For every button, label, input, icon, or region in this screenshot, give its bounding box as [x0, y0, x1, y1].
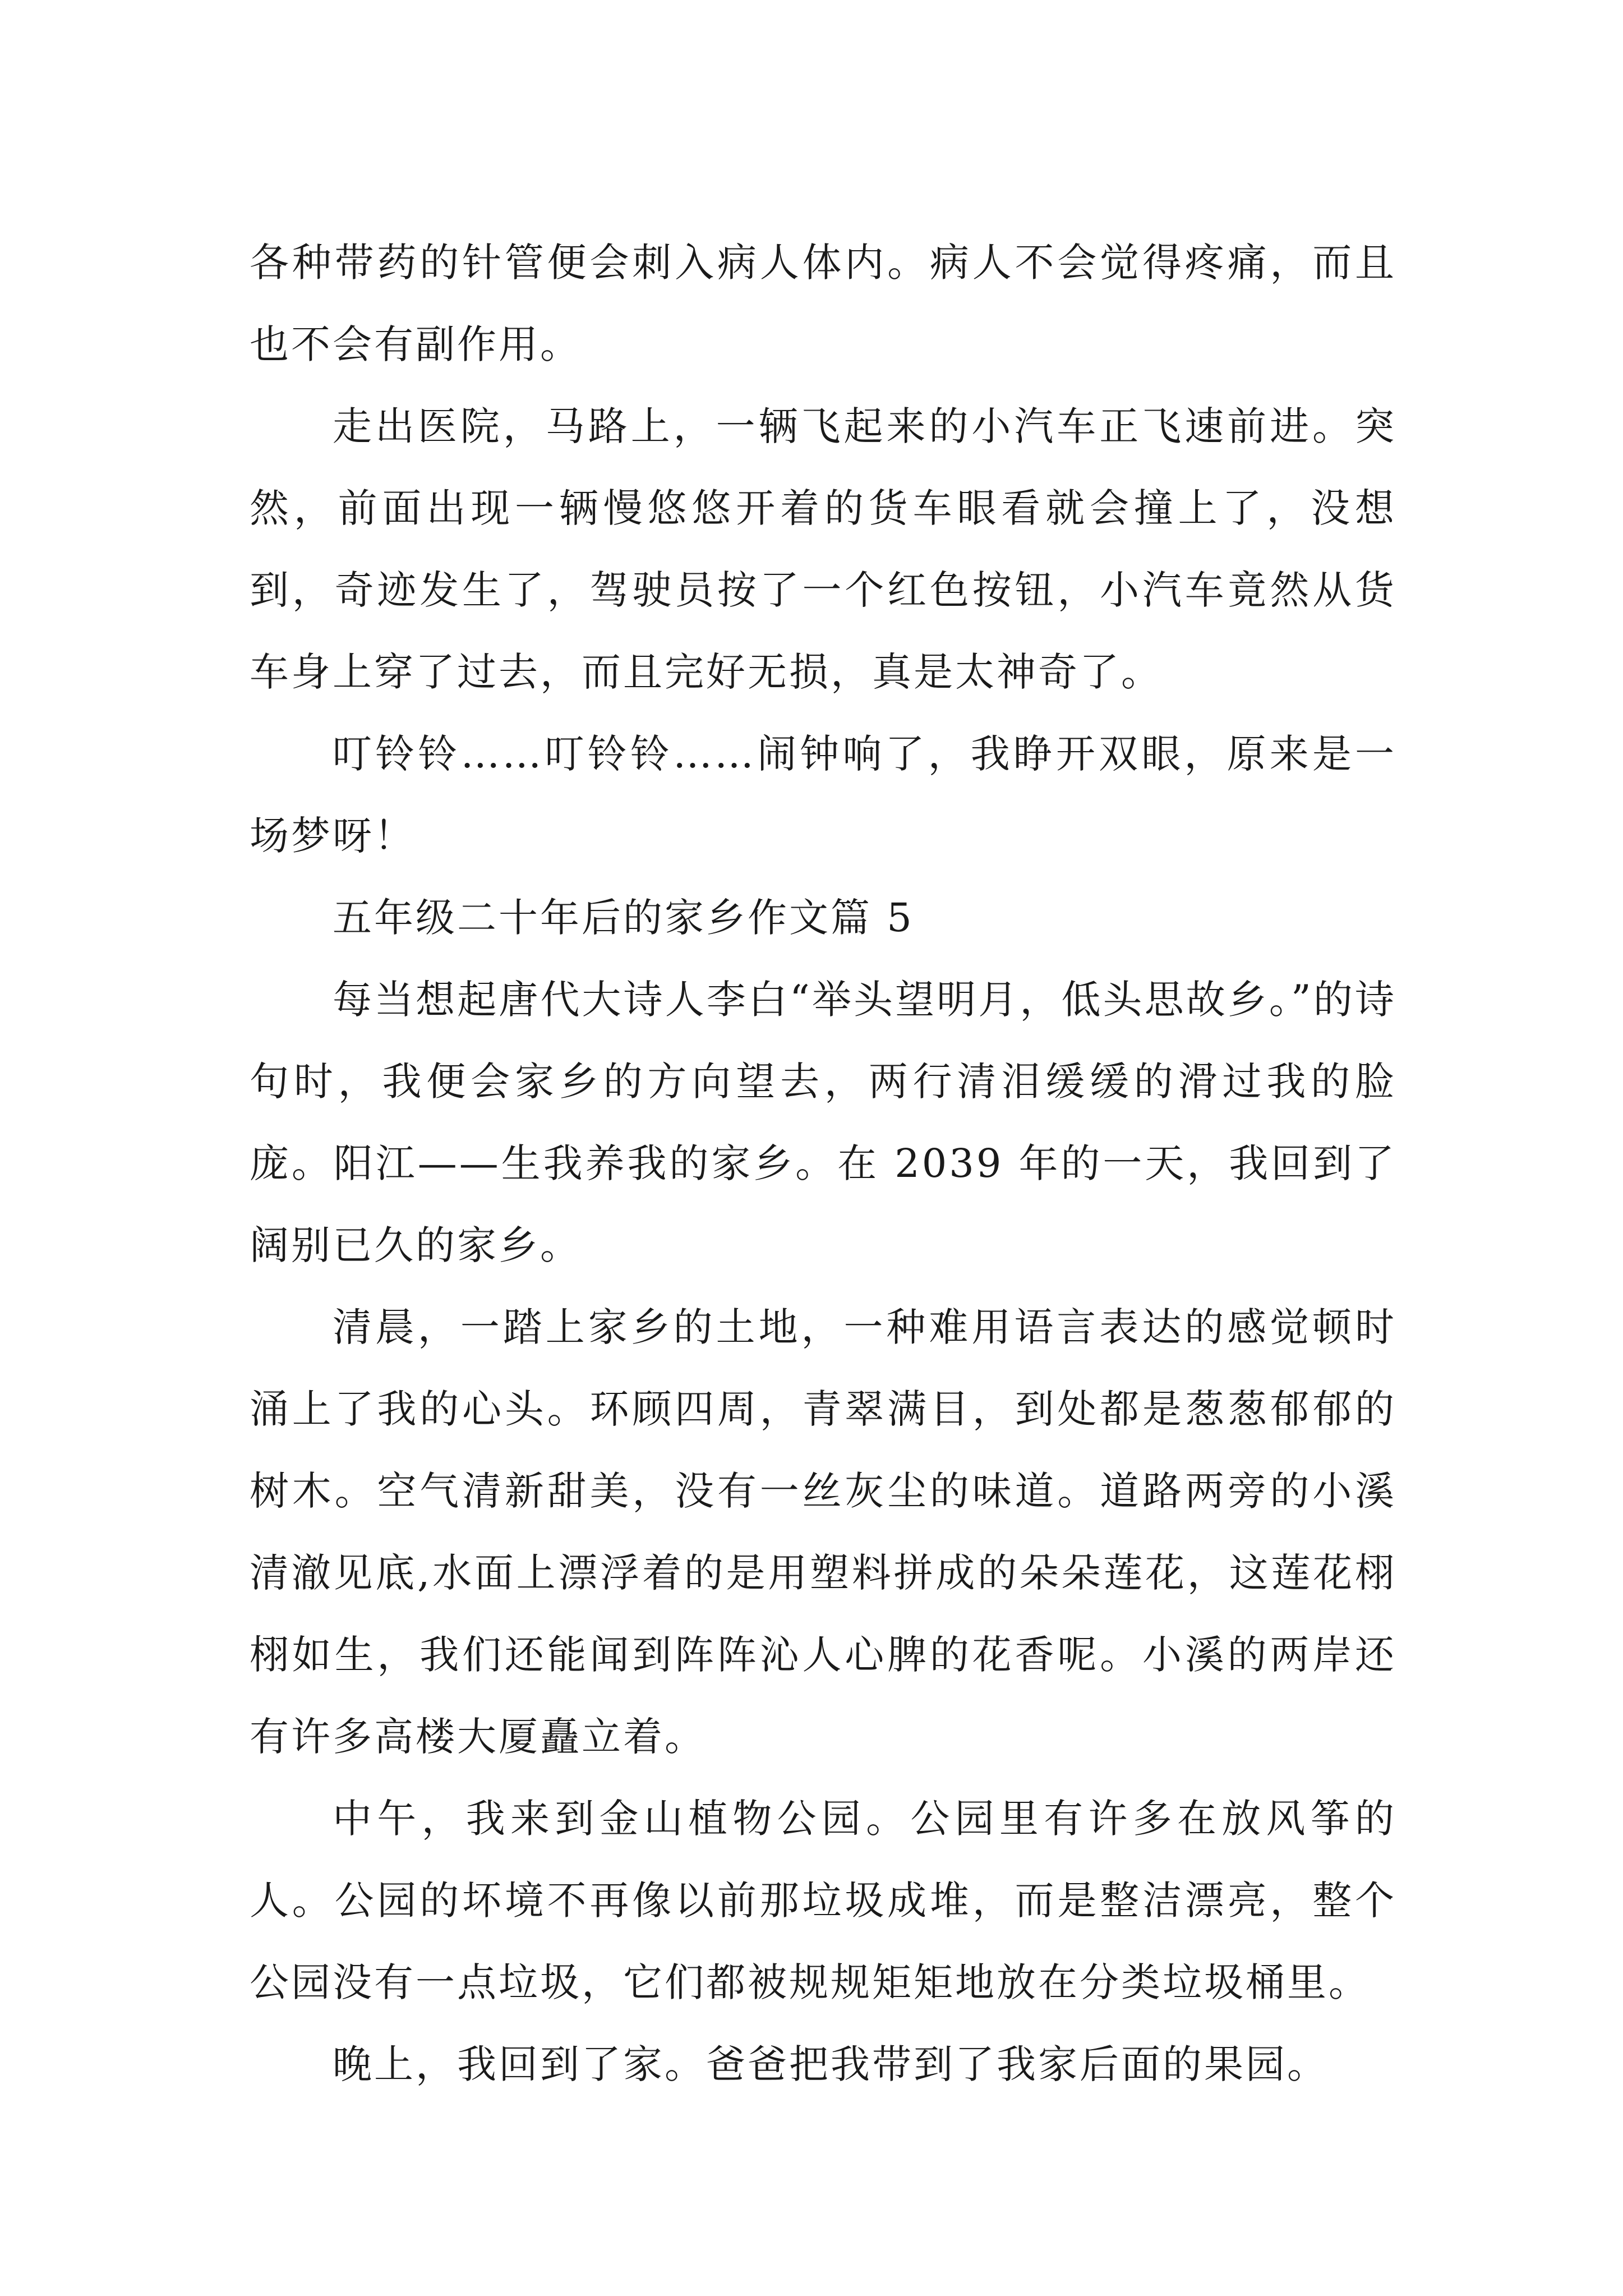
paragraph-7: 晚上，我回到了家。爸爸把我带到了我家后面的果园。 [333, 2041, 1329, 2087]
section-heading: 五年级二十年后的家乡作文篇 5 [333, 895, 914, 941]
paragraph-4: 每当想起唐代大诗人李白“举头望明月，低头思故乡。”的诗句时，我便会家乡的方向望去，两行清泪缓缓的滑过我的脸庞。阳江——生我养我的家乡。在 2039 年的一天，我回到了阔别已久的家乡。 [250, 977, 1396, 1268]
paragraph-1: 各种带药的针管便会刺入病人体内。病人不会觉得疼痛，而且也不会有副作用。 [250, 240, 1396, 367]
paragraph-2: 走出医院，马路上，一辆飞起来的小汽车正飞速前进。突然，前面出现一辆慢悠悠开着的货车眼看就会撞上了，没想到，奇迹发生了，驾驶员按了一个红色按钮，小汽车竟然从货车身上穿了过去，而且完好无损，真是太神奇了。 [250, 403, 1396, 695]
paragraph-5: 清晨，一踏上家乡的土地，一种难用语言表达的感觉顿时涌上了我的心头。环顾四周，青翠满目，到处都是葱葱郁郁的树木。空气清新甜美，没有一丝灰尘的味道。道路两旁的小溪清澈见底,水面上漂浮着的是用塑料拼成的朵朵莲花，这莲花栩栩如生，我们还能闻到阵阵沁人心脾的花香呢。小溪的两岸还有许多高楼大厦矗立着。 [250, 1304, 1396, 1760]
paragraph-6: 中午，我来到金山植物公园。公园里有许多在放风筝的人。公园的坏境不再像以前那垃圾成堆，而是整洁漂亮，整个公园没有一点垃圾，它们都被规规矩矩地放在分类垃圾桶里。 [250, 1796, 1396, 2005]
text-column [250, 222, 1396, 2105]
paragraph-3: 叮铃铃……叮铃铃……闹钟响了，我睁开双眼，原来是一场梦呀！ [250, 731, 1396, 859]
